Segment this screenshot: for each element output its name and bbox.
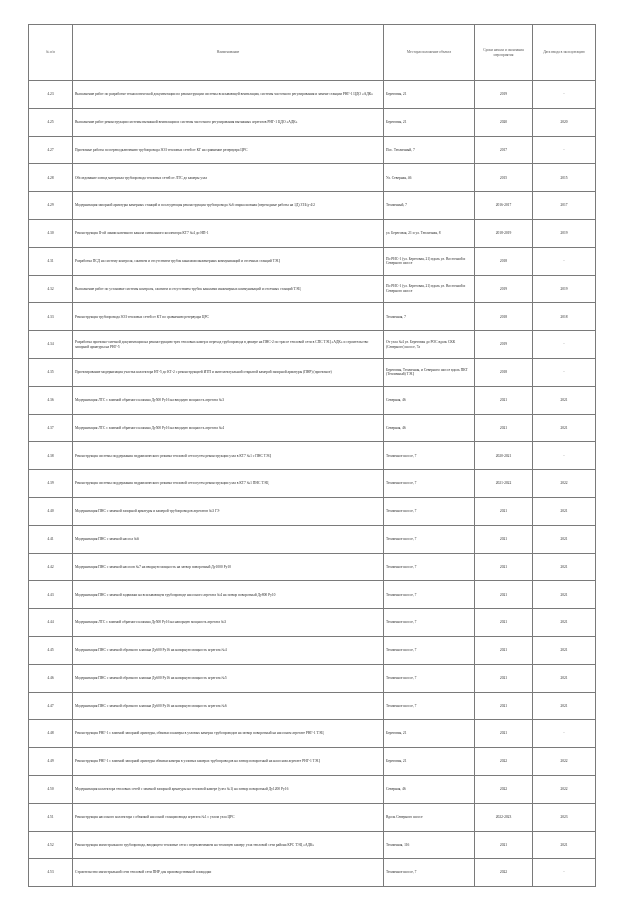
table-header-row xyxy=(29,25,596,81)
cell-period: 2022 xyxy=(475,748,533,776)
cell-name: Реконструкция системы поддержания гидравлического режима тепловой сети путем реконструкции узла в КТ7 №1 ПНС ТЭЦ xyxy=(73,470,384,498)
cell-name: Проектные работы по переподключению трубопровода ЗОЗ тепловых сетей от КГ на сравнение резервуара ЦРС xyxy=(73,136,384,164)
cell-location: Береговая, 21 xyxy=(384,108,475,136)
cell-num: 4.51 xyxy=(29,803,73,831)
cell-period: 2022 xyxy=(475,859,533,887)
cell-location: Тепличная, 7 xyxy=(384,303,475,331)
cell-name: Модернизация коллектора тепловых сетей с заменой запорной арматуры на тепловой камере (узел №1) на затвор поворотный Ду1200 Ру16 xyxy=(73,775,384,803)
cell-commissioning: 2022 xyxy=(533,775,596,803)
cell-location: По РИС-1 (ул. Береговая, 21) вдоль ул. Восточной и Северного шоссе xyxy=(384,275,475,303)
cell-name: Модернизация ПНС с заменой обратного клапана Ду600 Ру16 на напорную мощность агрегата №6 xyxy=(73,692,384,720)
table-row xyxy=(29,414,596,442)
cell-num: 4.29 xyxy=(29,192,73,220)
table-row xyxy=(29,692,596,720)
cell-location: Северная, 46 xyxy=(384,414,475,442)
cell-location: Тепличное шоссе, 7 xyxy=(384,859,475,887)
document-page xyxy=(28,24,595,887)
table-row xyxy=(29,219,596,247)
cell-period: 2021 xyxy=(475,581,533,609)
cell-period: 2021 xyxy=(475,831,533,859)
cell-commissioning: 2019 xyxy=(533,219,596,247)
table-row xyxy=(29,581,596,609)
cell-period: 2018-2019 xyxy=(475,219,533,247)
cell-location: Тепличное шоссе, 7 xyxy=(384,581,475,609)
cell-num: 4.33 xyxy=(29,303,73,331)
cell-period: 2021 xyxy=(475,720,533,748)
cell-name: Разработка проектно-сметной документации на реконструкцию трех тепловых камер и переход трубопровода в дюкере на ПНС-2 по трассе тепловой сети в СПС ТЭЦ «АДК» и строительство запорной арматуры на РНГ-5 xyxy=(73,331,384,359)
cell-commissioning: - xyxy=(533,442,596,470)
cell-commissioning: 2021 xyxy=(533,525,596,553)
cell-name: Модернизация ПНС с заменой задвижки на всасывающем трубопроводе насосного агрегата №4 на затвор поворотный Ду800 Ру10 xyxy=(73,581,384,609)
header-period: Сроки начала и окончания мероприятия xyxy=(475,25,533,81)
table-row xyxy=(29,275,596,303)
cell-commissioning: - xyxy=(533,81,596,109)
cell-name: Модернизация ПНС с заменой насосов №7 на вводную мощность на затвор поворотный Ду1000 Ру10 xyxy=(73,553,384,581)
cell-num: 4.23 xyxy=(29,81,73,109)
cell-location: Пос. Тепличный, 7 xyxy=(384,136,475,164)
cell-period: 2015 xyxy=(475,164,533,192)
cell-num: 4.41 xyxy=(29,525,73,553)
cell-commissioning: 2017 xyxy=(533,192,596,220)
cell-period: 2017 xyxy=(475,136,533,164)
cell-num: 4.52 xyxy=(29,831,73,859)
cell-commissioning: 2021 xyxy=(533,664,596,692)
table-row xyxy=(29,192,596,220)
cell-commissioning: 2021 xyxy=(533,581,596,609)
table-row xyxy=(29,386,596,414)
cell-location: Береговая, 21 xyxy=(384,81,475,109)
cell-period: 2018 xyxy=(475,358,533,386)
cell-name: Реконструкция системы поддержания гидравлического режима тепловой сети путем реконструкции узла в КТ7 №1 с ПНС ТЭЦ xyxy=(73,442,384,470)
cell-location: Тепличное шоссе, 7 xyxy=(384,470,475,498)
cell-name: Выполнение работ по установке системы контроля, сжатием и отсутствием трубок каналами инженерных коммуникаций и отсечных станций ТЭЦ xyxy=(73,275,384,303)
header-name: Наименование xyxy=(73,25,384,81)
table-row xyxy=(29,525,596,553)
cell-num: 4.31 xyxy=(29,247,73,275)
header-num: № п/п xyxy=(29,25,73,81)
table-row xyxy=(29,442,596,470)
cell-location: Тепличная, 116 xyxy=(384,831,475,859)
header-location: Месторасположение объекта xyxy=(384,25,475,81)
cell-commissioning: - xyxy=(533,247,596,275)
cell-period: 2022-2023 xyxy=(475,803,533,831)
cell-num: 4.36 xyxy=(29,386,73,414)
table-row xyxy=(29,136,596,164)
cell-commissioning: - xyxy=(533,331,596,359)
cell-name: Выполнение работ реконструкции системы вытяжной вентиляции и системы частотного регулирования вытяжных агрегатов РНГ-1 ЦДО «АДК» xyxy=(73,108,384,136)
table-row xyxy=(29,303,596,331)
table-row xyxy=(29,81,596,109)
cell-commissioning: 2021 xyxy=(533,609,596,637)
cell-commissioning: 2021 xyxy=(533,831,596,859)
cell-commissioning: 2023 xyxy=(533,803,596,831)
cell-num: 4.39 xyxy=(29,470,73,498)
cell-num: 4.50 xyxy=(29,775,73,803)
cell-commissioning: 2020 xyxy=(533,108,596,136)
cell-location: Береговая, 21 xyxy=(384,748,475,776)
cell-commissioning: 2021 xyxy=(533,414,596,442)
cell-period: 2021-2022 xyxy=(475,470,533,498)
cell-num: 4.32 xyxy=(29,275,73,303)
cell-num: 4.25 xyxy=(29,108,73,136)
table-row xyxy=(29,164,596,192)
cell-name: Модернизация ЛТС с заменой обратного клапана Ду500 Ру16 на вводную мощность агрегата №3 xyxy=(73,386,384,414)
cell-name: Обследование и ввод материала трубопровода тепловых сетей от ЛТС до камеры узла xyxy=(73,164,384,192)
table-row xyxy=(29,358,596,386)
cell-period: 2019 xyxy=(475,81,533,109)
cell-name: Проектирование модернизация участка коллектора НТ-5 до КТ-2 с реконструкцией ИТП и интеллектуальной открытой камерой запорной арматуры (ПНР) (проектное) xyxy=(73,358,384,386)
table-row xyxy=(29,748,596,776)
cell-period: 2021 xyxy=(475,553,533,581)
cell-name: Реконструкция трубопровода ЗОЗ тепловых сетей от КТ по сравнению резервуара ЦРС xyxy=(73,303,384,331)
cell-num: 4.46 xyxy=(29,664,73,692)
table-row xyxy=(29,331,596,359)
cell-period: 2021 xyxy=(475,609,533,637)
cell-name: Выполнение работ по разработке технологической документации по реконструкции системы всасывающей вентиляции, системы частотного регулирования и замене станции РНГ-1 ЦДО «АДК» xyxy=(73,81,384,109)
cell-period: 2019 xyxy=(475,331,533,359)
cell-num: 4.40 xyxy=(29,497,73,525)
cell-location: Тепличное шоссе, 7 xyxy=(384,497,475,525)
cell-location: Тепличное шоссе, 7 xyxy=(384,636,475,664)
table-row xyxy=(29,775,596,803)
cell-location: Тепличное шоссе, 7 xyxy=(384,525,475,553)
cell-num: 4.49 xyxy=(29,748,73,776)
cell-name: Модернизация ЛТС с заменой обратного клапана Ду500 Ру16 на напорную мощность агрегата №3 xyxy=(73,609,384,637)
cell-location: Тепличное шоссе, 7 xyxy=(384,442,475,470)
cell-num: 4.42 xyxy=(29,553,73,581)
cell-num: 4.34 xyxy=(29,331,73,359)
cell-num: 4.30 xyxy=(29,219,73,247)
cell-num: 4.48 xyxy=(29,720,73,748)
cell-name: Модернизация ПНС с заменой обратного клапана Ду600 Ру16 на напорную мощность агрегата №5 xyxy=(73,664,384,692)
cell-commissioning: 2021 xyxy=(533,497,596,525)
cell-location: От узла №4 ул. Береговая до РОС вдоль СКК (Северного) шоссе, 7а xyxy=(384,331,475,359)
table-row xyxy=(29,636,596,664)
cell-period: 2018 xyxy=(475,303,533,331)
cell-num: 4.43 xyxy=(29,581,73,609)
cell-location: ул. Береговая, 21 и ул. Тепличная, 8 xyxy=(384,219,475,247)
cell-period: 2021 xyxy=(475,525,533,553)
cell-name: Реконструкция РНГ-1 с заменой запорной арматуры, обвязки и камеры в узловых камерах трубопроводов на затвор поворотный на насосном агрегате РНГ-1 ТЭЦ xyxy=(73,720,384,748)
cell-location: Тепличное шоссе, 7 xyxy=(384,553,475,581)
cell-location: Северная, 46 xyxy=(384,386,475,414)
cell-location: Тепличное шоссе, 7 xyxy=(384,664,475,692)
cell-name: Модернизация ПНС с заменой запорной арматуры и камерой трубопроводов агрегатов №3 ГЭ xyxy=(73,497,384,525)
cell-commissioning: 2021 xyxy=(533,692,596,720)
cell-period: 2016-2017 xyxy=(475,192,533,220)
cell-commissioning: - xyxy=(533,136,596,164)
cell-commissioning: 2021 xyxy=(533,636,596,664)
table-row xyxy=(29,609,596,637)
table-row xyxy=(29,247,596,275)
cell-period: 2022 xyxy=(475,775,533,803)
cell-period: 2021 xyxy=(475,414,533,442)
cell-period: 2020 xyxy=(475,108,533,136)
cell-location: Северная, 46 xyxy=(384,775,475,803)
cell-num: 4.38 xyxy=(29,442,73,470)
cell-commissioning: 2018 xyxy=(533,303,596,331)
cell-commissioning: - xyxy=(533,358,596,386)
cell-period: 2021 xyxy=(475,636,533,664)
cell-commissioning: 2021 xyxy=(533,386,596,414)
table-row xyxy=(29,720,596,748)
cell-commissioning: 2022 xyxy=(533,748,596,776)
cell-location: Тепличный, 7 xyxy=(384,192,475,220)
table-row xyxy=(29,470,596,498)
cell-num: 4.35 xyxy=(29,358,73,386)
cell-name: Модернизация ЛТС с заменой обратного клапана Ду500 Ру16 на вводную мощность агрегата №4 xyxy=(73,414,384,442)
cell-period: 2021 xyxy=(475,664,533,692)
cell-commissioning: - xyxy=(533,859,596,887)
table-row xyxy=(29,664,596,692)
table-row xyxy=(29,803,596,831)
cell-commissioning: 2022 xyxy=(533,470,596,498)
cell-period: 2021 xyxy=(475,692,533,720)
cell-location: Ул. Северная, 46 xyxy=(384,164,475,192)
header-commissioning: Дата ввода в эксплуатацию xyxy=(533,25,596,81)
cell-location: Тепличное шоссе, 7 xyxy=(384,609,475,637)
cell-num: 4.44 xyxy=(29,609,73,637)
cell-location: Береговая, 21 xyxy=(384,720,475,748)
table-row xyxy=(29,108,596,136)
cell-num: 4.53 xyxy=(29,859,73,887)
table-row xyxy=(29,497,596,525)
table-row xyxy=(29,553,596,581)
cell-commissioning: 2015 xyxy=(533,164,596,192)
cell-num: 4.27 xyxy=(29,136,73,164)
cell-location: Тепличное шоссе, 7 xyxy=(384,692,475,720)
cell-name: Модернизация ПНС с заменой насоса №6 xyxy=(73,525,384,553)
table-row xyxy=(29,859,596,887)
cell-commissioning: 2021 xyxy=(533,553,596,581)
cell-period: 2021 xyxy=(475,386,533,414)
cell-name: Модернизация запорной арматуры камерных станций и последующая реконструкция трубопровода №6 сварка шовная (переходные работы на 1Д) 3Т4/д-4/2 xyxy=(73,192,384,220)
cell-name: Разработка ПСД на систему контроля, сжатием и отсутствием трубок каналами инженерных коммуникаций и отсечных станций ТЭЦ xyxy=(73,247,384,275)
cell-num: 4.28 xyxy=(29,164,73,192)
cell-commissioning: 2019 xyxy=(533,275,596,303)
cell-commissioning: - xyxy=(533,720,596,748)
cell-period: 2019 xyxy=(475,275,533,303)
cell-period: 2021 xyxy=(475,497,533,525)
cell-num: 4.37 xyxy=(29,414,73,442)
measures-table xyxy=(28,24,596,887)
cell-name: Модернизация ПНС с заменой обратного клапана Ду600 Ру16 на напорную мощность агрегата №4 xyxy=(73,636,384,664)
cell-period: 2018 xyxy=(475,247,533,275)
cell-location: Вдоль Северного шоссе xyxy=(384,803,475,831)
cell-name: Реконструкция РНГ-1 с заменой запорной арматуры обвязки камеры в узловых камерах трубопроводов на затвор поворотный на насосном агрегате РНГ-1 ТЭЦ xyxy=(73,748,384,776)
cell-period: 2020-2021 xyxy=(475,442,533,470)
cell-num: 4.45 xyxy=(29,636,73,664)
cell-location: Береговая, Тепличная, и Северного шоссе вдоль ПКТ (Тепличный) ТЭЦ xyxy=(384,358,475,386)
cell-name: Строительство магистральной сети тепловой сети ПНР для производственной площадки xyxy=(73,859,384,887)
cell-name: Реконструкция II-ой линии наземного канала смешанного коллектора КТ7 №4 до НП-1 xyxy=(73,219,384,247)
cell-name: Реконструкция магистрального трубопровода, вводящего тепловые сети с переключением на тепловую камеру узла тепловой сети района КРС ТЭЦ «АДК» xyxy=(73,831,384,859)
cell-name: Реконструкция насосного коллектора с обвязкой насосной станции ввода агрегата №1 с узлом узла ЦРС xyxy=(73,803,384,831)
table-row xyxy=(29,831,596,859)
cell-location: По РИС-1 (ул. Береговая, 21) вдоль ул. Восточной и Северного шоссе xyxy=(384,247,475,275)
cell-num: 4.47 xyxy=(29,692,73,720)
